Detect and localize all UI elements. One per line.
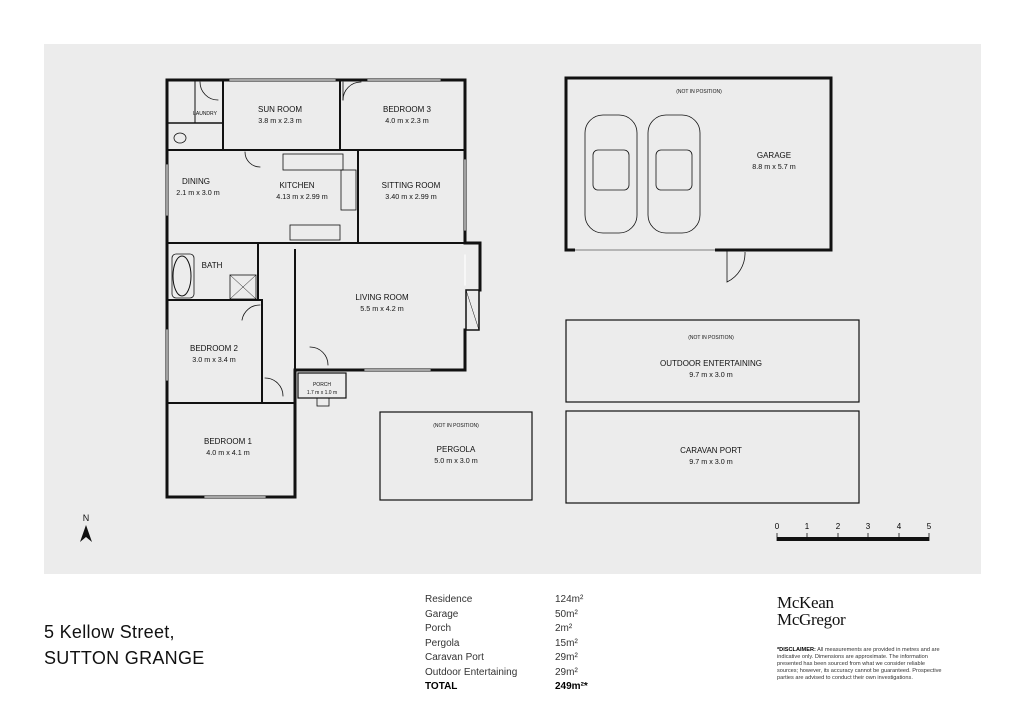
area-row-pergola	[425, 637, 615, 652]
scale-tick-0: 0	[774, 522, 780, 531]
scale-tick-1: 1	[804, 522, 810, 531]
scale-tick-4: 4	[896, 522, 902, 531]
svg-text:N: N	[82, 513, 90, 523]
room-dims-dining: 2.1 m x 3.0 m	[176, 188, 220, 197]
area-row-outdoor-entertaining	[425, 666, 615, 681]
area-value: 29m²	[555, 652, 578, 663]
room-dims-living-room: 5.5 m x 4.2 m	[360, 304, 404, 313]
scale-bar	[775, 522, 932, 541]
room-label-bedroom-2: BEDROOM 2	[189, 344, 239, 353]
area-label: Pergola	[425, 637, 460, 649]
disclaimer-text: All measurements are provided in metres and are indicative only. Dimensions are approximate. The information presented has been sourced from what we consider reliable sources; however, its accuracy cannot be guaranteed. Prospective parties are advised to conduct their own investigations.	[777, 647, 942, 681]
room-label-pergola: PERGOLA	[436, 445, 476, 454]
area-label: Porch	[425, 623, 452, 634]
area-label: Residence	[425, 594, 473, 605]
area-value: 124m²	[555, 594, 584, 605]
room-dims-bedroom-2: 3.0 m x 3.4 m	[192, 355, 236, 364]
pergola-note: (NOT IN POSITION)	[433, 423, 479, 429]
scale-tick-5: 5	[926, 522, 932, 531]
room-dims-caravan-port: 9.7 m x 3.0 m	[689, 457, 733, 466]
room-dims-bedroom-1: 4.0 m x 4.1 m	[206, 448, 250, 457]
room-label-porch: PORCH	[312, 382, 332, 388]
room-dims-sitting-room: 3.40 m x 2.99 m	[385, 192, 437, 201]
room-dims-pergola: 5.0 m x 3.0 m	[434, 456, 478, 465]
area-row-caravan-port	[425, 651, 615, 666]
brand-logo	[777, 594, 845, 628]
room-label-bedroom-1: BEDROOM 1	[203, 437, 253, 446]
room-dims-sun-room: 3.8 m x 2.3 m	[258, 116, 302, 125]
scale-tick-2: 2	[835, 522, 841, 531]
garage-note: (NOT IN POSITION)	[676, 89, 722, 95]
room-dims-garage: 8.8 m x 5.7 m	[752, 162, 796, 171]
area-label: Garage	[425, 608, 459, 620]
room-label-sun-room: SUN ROOM	[258, 105, 302, 114]
area-value: 29m²	[555, 666, 578, 678]
total-label: TOTAL	[425, 681, 458, 692]
north-arrow-icon	[80, 513, 92, 542]
room-label-kitchen: KITCHEN	[279, 181, 315, 190]
room-dims-bedroom-3: 4.0 m x 2.3 m	[385, 116, 429, 125]
area-value: 2m²	[555, 623, 573, 634]
scale-tick-3: 3	[865, 522, 871, 531]
room-dims-porch: 1.7 m x 1.0 m	[306, 390, 338, 396]
address-line-2: SUTTON GRANGE	[44, 648, 205, 668]
disclaimer-heading: *DISCLAIMER:	[777, 647, 816, 653]
area-value: 50m²	[555, 608, 578, 620]
disclaimer	[777, 647, 947, 682]
room-dims-outdoor-entertaining: 9.7 m x 3.0 m	[689, 370, 733, 379]
room-label-living-room: LIVING ROOM	[355, 293, 409, 302]
area-value: 15m²	[555, 637, 578, 649]
garage-block	[566, 78, 831, 282]
room-label-laundry: LAUNDRY	[193, 111, 217, 117]
outdoor-structures	[380, 320, 859, 503]
total-value: 249m²*	[555, 681, 588, 692]
area-row-total	[425, 680, 615, 695]
brand-line-2: McGregor	[777, 610, 846, 629]
outdoor-note: (NOT IN POSITION)	[688, 335, 734, 341]
area-row-porch	[425, 622, 615, 637]
room-label-dining: DINING	[182, 177, 210, 186]
car-icon	[585, 115, 700, 233]
room-label-bath: BATH	[201, 261, 223, 270]
room-label-sitting-room: SITTING ROOM	[381, 181, 441, 190]
brand-line-1: McKean	[777, 593, 834, 612]
room-label-bedroom-3: BEDROOM 3	[382, 105, 432, 114]
room-label-garage: GARAGE	[756, 151, 792, 160]
room-dims-kitchen: 4.13 m x 2.99 m	[276, 192, 328, 201]
room-label-outdoor-entertaining: OUTDOOR ENTERTAINING	[660, 359, 762, 368]
area-row-residence	[425, 593, 615, 608]
area-schedule	[425, 593, 615, 695]
house-walls	[167, 80, 480, 497]
address-line-1: 5 Kellow Street,	[44, 622, 175, 642]
area-row-garage	[425, 608, 615, 623]
area-label: Caravan Port	[425, 652, 484, 663]
room-label-caravan-port: CARAVAN PORT	[680, 446, 742, 455]
area-label: Outdoor Entertaining	[425, 666, 518, 678]
